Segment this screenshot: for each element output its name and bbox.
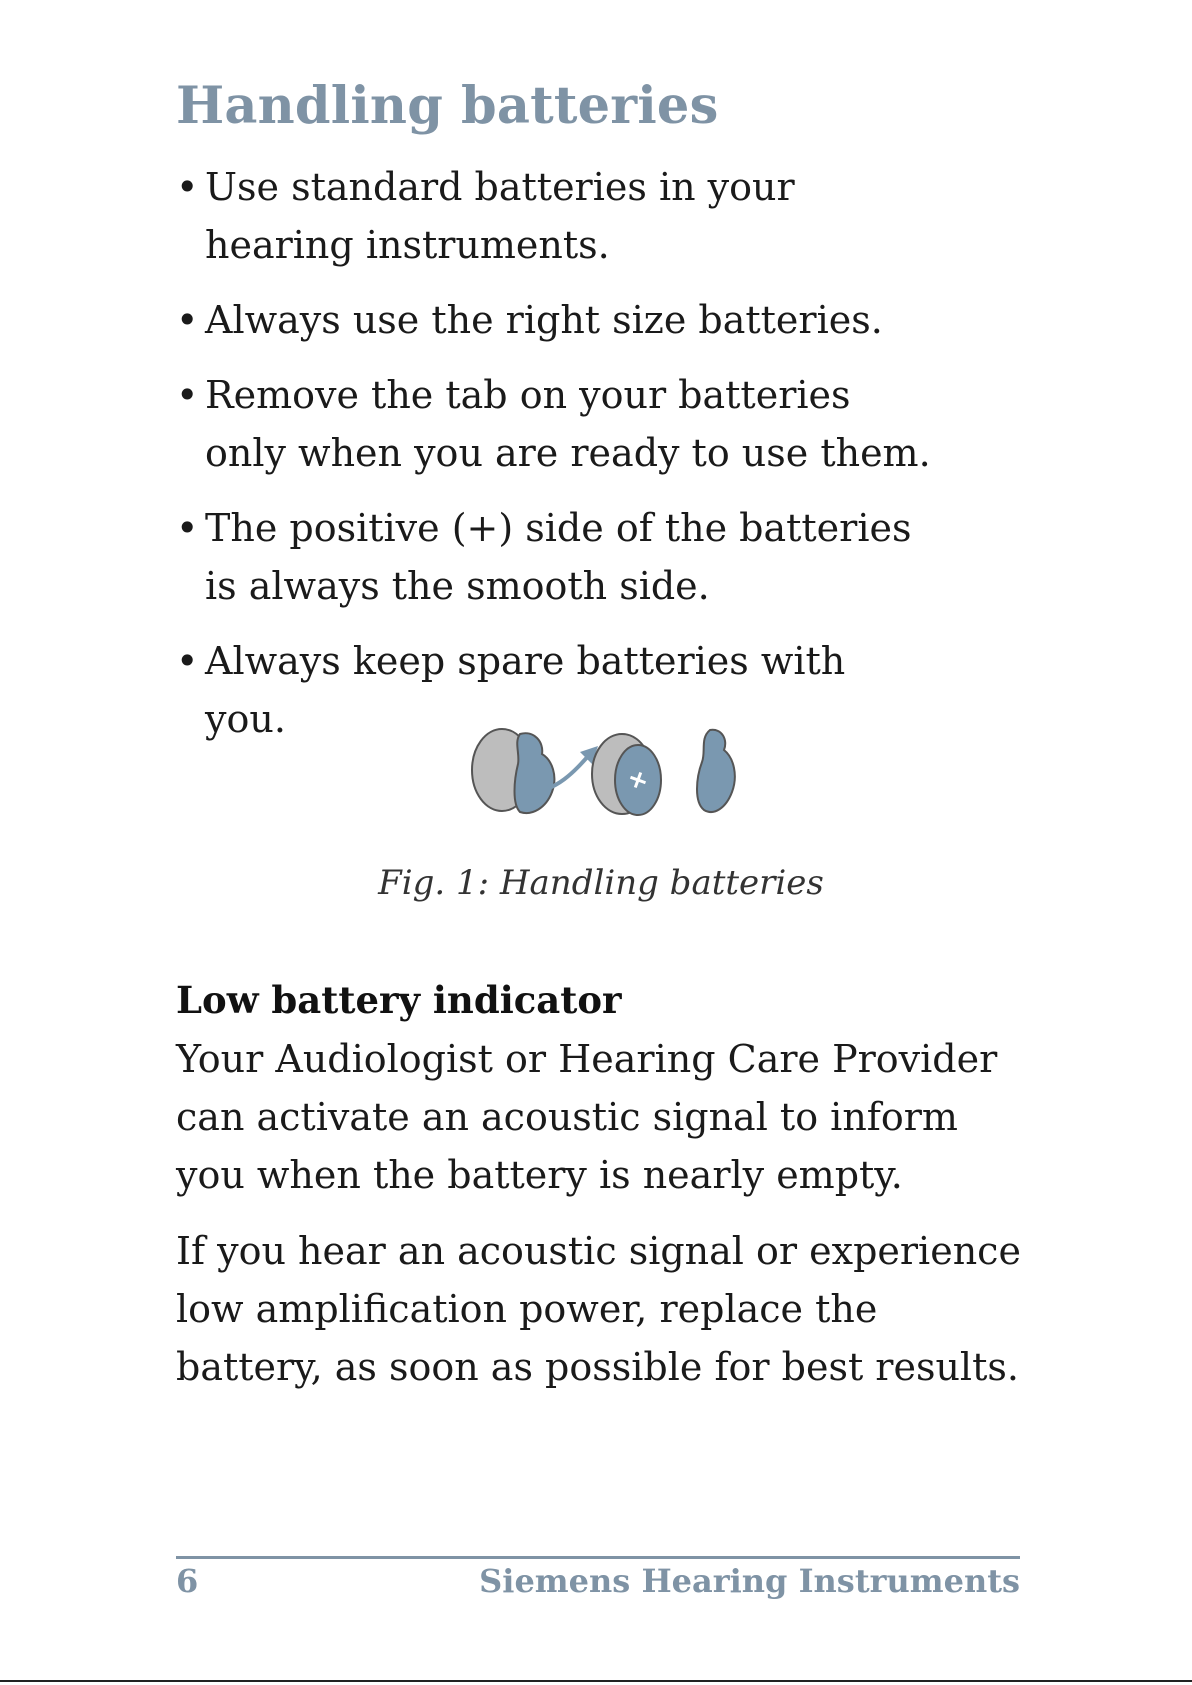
battery-tab-icon xyxy=(697,730,735,812)
list-item: • Always use the right size batteries. xyxy=(176,291,936,349)
battery-plus-icon xyxy=(592,734,661,815)
list-item: • Use standard batteries in your hearing instruments. xyxy=(176,158,936,274)
battery-with-tab-icon xyxy=(472,729,554,813)
list-item: • Remove the tab on your batteries only when you are ready to use them. xyxy=(176,366,936,482)
battery-tab-removal-illustration xyxy=(462,720,752,820)
page-number: 6 xyxy=(176,1562,199,1600)
list-item: • The positive (+) side of the batteries is always the smooth side. xyxy=(176,499,936,615)
page-edge-divider xyxy=(0,1680,1192,1682)
low-battery-paragraph-1: Your Audiologist or Hearing Care Provider can activate an acoustic signal to inform you when the battery is nearly empty. xyxy=(176,1037,998,1197)
list-item: • Always keep spare batteries with you. xyxy=(176,632,936,748)
footer-brand: Siemens Hearing Instruments xyxy=(479,1562,1020,1600)
battery-tips-list xyxy=(176,158,936,765)
page-title: Handling batteries xyxy=(176,76,719,136)
footer-divider xyxy=(176,1556,1020,1559)
figure-caption: Fig. 1: Handling batteries xyxy=(378,863,824,903)
low-battery-paragraph-2: If you hear an acoustic signal or experience low amplification power, replace the battery, as soon as possible for best results. xyxy=(176,1229,1021,1389)
low-battery-heading: Low battery indicator xyxy=(176,978,622,1022)
